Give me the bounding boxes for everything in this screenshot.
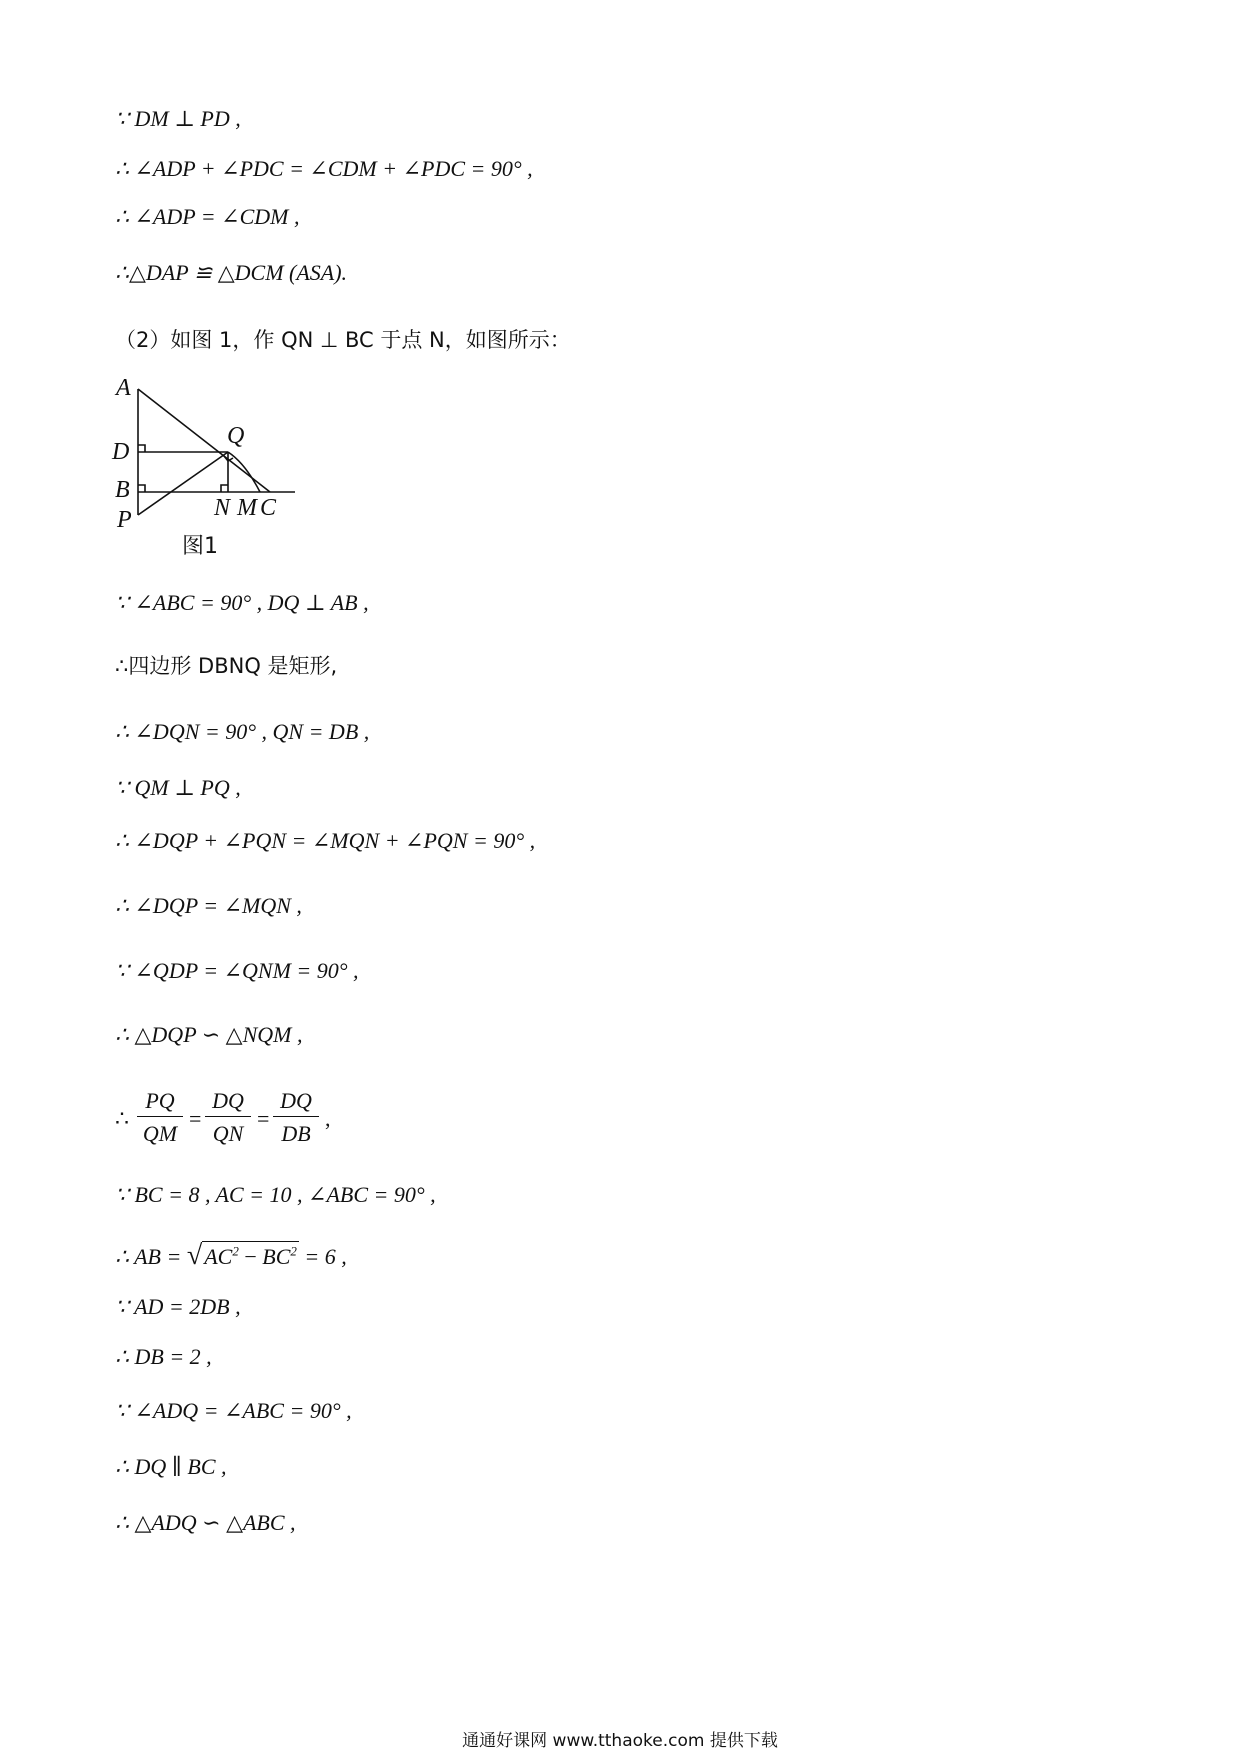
proof-line-10: ∴ ∠DQP + ∠PQN = ∠MQN + ∠PQN = 90° ,: [115, 828, 536, 853]
proof-line-3: ∴ ∠ADP = ∠CDM ,: [115, 204, 300, 229]
proof-line-15: ∵ BC = 8 , AC = 10 , ∠ABC = 90° ,: [115, 1182, 436, 1207]
label-C: C: [260, 495, 277, 521]
fraction-numerator: DQ: [273, 1088, 319, 1117]
label-Q: Q: [227, 423, 245, 449]
sqrt-sign: √: [186, 1240, 203, 1271]
fraction-denominator: DB: [281, 1121, 311, 1146]
right-angle-B: [138, 485, 145, 492]
proof-line-4: ∴△DAP ≌ △DCM (ASA).: [115, 260, 348, 285]
label-P: P: [117, 507, 132, 533]
fraction-suffix: ,: [325, 1106, 331, 1131]
fraction-dq-db: [273, 1088, 319, 1147]
proof-line-9: ∵ QM ⊥ PQ ,: [115, 775, 241, 800]
part-2-heading: （2）如图 1，作 QN ⊥ BC 于点 N，如图所示：: [115, 328, 571, 352]
figure-caption: 图1: [182, 534, 218, 559]
label-M: M: [237, 495, 257, 521]
radicand-term: BC: [262, 1244, 291, 1269]
fraction-denominator: QN: [212, 1121, 244, 1146]
radicand-operator: −: [238, 1244, 263, 1269]
proof-line-12: ∵ ∠QDP = ∠QNM = 90° ,: [115, 958, 359, 983]
proof-line-7: ∴四边形 DBNQ 是矩形,: [115, 654, 338, 678]
equals-sign: =: [189, 1106, 202, 1131]
proof-line-11: ∴ ∠DQP = ∠MQN ,: [115, 893, 302, 918]
proof-line-6: ∵ ∠ABC = 90° , DQ ⊥ AB ,: [115, 590, 369, 615]
footer-watermark: 通通好课网 www.tthaoke.com 提供下载: [462, 1731, 778, 1751]
proof-line-17: ∵ AD = 2DB ,: [115, 1294, 241, 1319]
proof-line-20: ∴ DQ ∥ BC ,: [115, 1454, 227, 1479]
proof-line-8: ∴ ∠DQN = 90° , QN = DB ,: [115, 719, 370, 744]
equals-sign: =: [257, 1106, 270, 1131]
figure-1: [110, 375, 430, 560]
sqrt-suffix: = 6 ,: [298, 1244, 347, 1269]
label-D: D: [112, 439, 130, 465]
sqrt-radicand: [202, 1241, 299, 1269]
fraction-dq-qn: [205, 1088, 251, 1147]
sqrt-line: [115, 1240, 347, 1272]
right-angle-N: [221, 485, 228, 492]
proof-line-18: ∴ DB = 2 ,: [115, 1344, 212, 1369]
fraction-denominator: QM: [142, 1121, 178, 1146]
exponent: 2: [232, 1243, 239, 1259]
radicand-term: AC: [204, 1244, 233, 1269]
label-B: B: [115, 477, 130, 503]
proof-line-1: ∵ DM ⊥ PD ,: [115, 106, 241, 131]
fraction-pq-qm: [137, 1088, 183, 1147]
proof-line-2: ∴ ∠ADP + ∠PDC = ∠CDM + ∠PDC = 90° ,: [115, 156, 533, 181]
exponent: 2: [290, 1243, 297, 1259]
fraction-numerator: PQ: [137, 1088, 183, 1117]
label-N: N: [214, 495, 231, 521]
fraction-prefix: ∴: [115, 1106, 129, 1131]
right-angle-D: [138, 445, 145, 452]
label-A: A: [116, 375, 131, 401]
fraction-numerator: DQ: [205, 1088, 251, 1117]
proof-line-21: ∴ △ADQ ∽ △ABC ,: [115, 1510, 296, 1535]
proof-line-19: ∵ ∠ADQ = ∠ABC = 90° ,: [115, 1398, 352, 1423]
sqrt-prefix: ∴ AB =: [115, 1244, 182, 1269]
proof-line-13: ∴ △DQP ∽ △NQM ,: [115, 1022, 303, 1047]
